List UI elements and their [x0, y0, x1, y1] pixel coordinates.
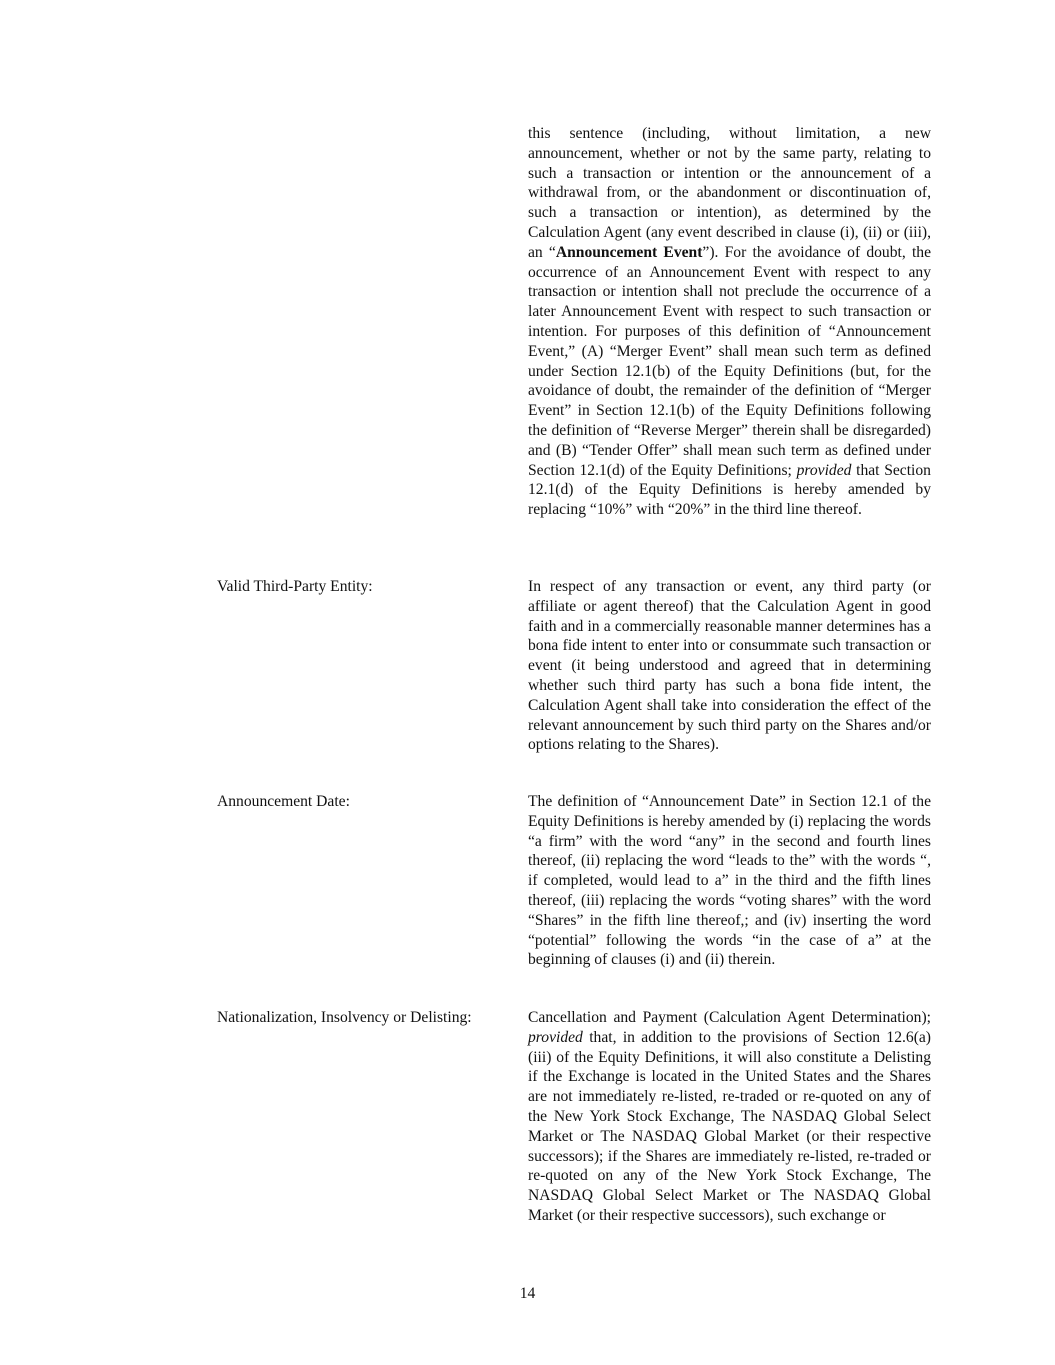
announcement-event-term: Announcement Event: [555, 243, 703, 261]
continued-text-part3: that Section 12.1(d) of the Equity Definitions is hereby amended by replacing “10%” with “20%” in the third line thereof.: [528, 461, 931, 519]
continued-text-part2: ”). For the avoidance of doubt, the occurrence of an Announcement Event with respect to any transaction or intention shall not preclude the occurrence of a later Announcement Event with respect to such transaction or intention. For purposes of this definition of “Announcement Event,” (A) “Merger Event” shall mean such term as defined under Section 12.1(b) of the Equity Definitions (but, for the avoidance of doubt, the remainder of the definition of “Merger Event” in Section 12.1(b) of the Equity Definitions following the definition of “Reverse Merger” therein shall be disregarded) and (B) “Tender Offer” shall mean such term as defined under Section 12.1(d) of the Equity Definitions;: [528, 243, 932, 479]
page-number: 14: [519, 1285, 536, 1302]
term-label: Valid Third-Party Entity:: [217, 578, 373, 595]
term-definition: The definition of “Announcement Date” in Section 12.1 of the Equity Definitions is hereby amended by (i) replacing the words “a firm” with the word “any” in the second and fourth lines thereof, (ii) replacing the word “leads to the” with the words “, if completed, would lead to a” in the third and the fifth lines thereof, (iii) replacing the words “voting shares” with the word “Shares” in the fifth line thereof,; and (iv) inserting the word “potential” following the words “in the case of a” at the beginning of clauses (i) and (ii) therein.: [528, 793, 931, 969]
term-definition: [528, 1008, 931, 1226]
term-definition-part2: that, in addition to the provisions of Section 12.6(a)(iii) of the Equity Definitions, it will also constitute a Delisting if the Exchange is located in the United States and the Shares are not immediately re-listed, re-traded or re-quoted on any of the New York Stock Exchange, The NASDAQ Global Select Market or The NASDAQ Global Market (or their respective successors); if the Shares are immediately re-listed, re-traded or re-quoted on any of the New York Stock Exchange, The NASDAQ Global Select Market or The NASDAQ Global Market (or their respective successors), such exchange or: [528, 1028, 931, 1224]
provided-italic: provided: [796, 461, 852, 479]
continued-text-part1: this sentence (including, without limitation, a new announcement, whether or not by the same party, relating to such a transaction or intention or the announcement of a withdrawal from, or the abandonment or discontinuation of, such a transaction or intention), as determined by the Calculation Agent (any event described in clause (i), (ii) or (iii), an “: [528, 125, 931, 261]
term-label: Nationalization, Insolvency or Delisting:: [217, 1009, 472, 1026]
term-definition-part1: Cancellation and Payment (Calculation Agent Determination);: [528, 1009, 931, 1026]
provided-italic: provided: [528, 1028, 583, 1046]
term-definition: In respect of any transaction or event, any third party (or affiliate or agent thereof) that the Calculation Agent in good faith and in a commercially reasonable manner determines has a bona fide intent to enter into or consummate such transaction or event (it being understood and agreed that in determining whether such third party has such a bona fide intent, the Calculation Agent shall take into consideration the effect of the relevant announcement by such third party on the Shares and/or options relating to the Shares).: [528, 578, 931, 754]
continued-paragraph: [528, 124, 931, 520]
term-label: Announcement Date:: [217, 793, 350, 810]
